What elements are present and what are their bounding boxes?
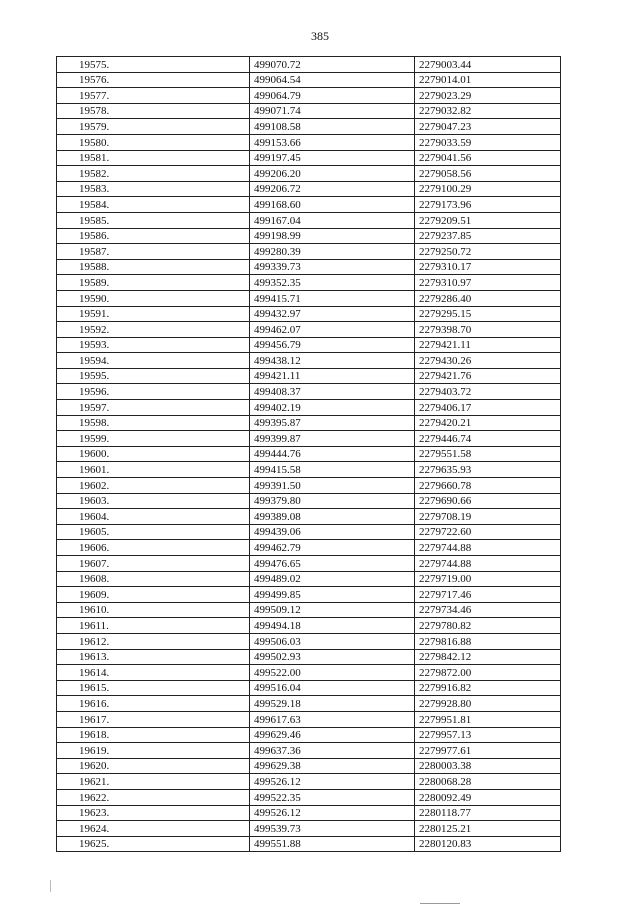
y-coordinate-cell: 2279032.82 bbox=[415, 103, 561, 119]
y-coordinate-cell: 2280118.77 bbox=[415, 805, 561, 821]
point-number-cell: 19586. bbox=[57, 228, 250, 244]
point-number-cell: 19617. bbox=[57, 711, 250, 727]
y-coordinate-cell: 2279033.59 bbox=[415, 134, 561, 150]
table-row bbox=[57, 150, 561, 166]
table-row bbox=[57, 758, 561, 774]
table-row bbox=[57, 290, 561, 306]
x-coordinate-cell: 499456.79 bbox=[250, 337, 415, 353]
x-coordinate-cell: 499071.74 bbox=[250, 103, 415, 119]
point-number-cell: 19611. bbox=[57, 618, 250, 634]
y-coordinate-cell: 2279250.72 bbox=[415, 244, 561, 260]
y-coordinate-cell: 2279403.72 bbox=[415, 384, 561, 400]
x-coordinate-cell: 499509.12 bbox=[250, 602, 415, 618]
y-coordinate-cell: 2279660.78 bbox=[415, 478, 561, 494]
point-number-cell: 19612. bbox=[57, 633, 250, 649]
y-coordinate-cell: 2279058.56 bbox=[415, 166, 561, 182]
x-coordinate-cell: 499108.58 bbox=[250, 119, 415, 135]
point-number-cell: 19593. bbox=[57, 337, 250, 353]
x-coordinate-cell: 499395.87 bbox=[250, 415, 415, 431]
x-coordinate-cell: 499629.38 bbox=[250, 758, 415, 774]
table-row bbox=[57, 711, 561, 727]
point-number-cell: 19589. bbox=[57, 275, 250, 291]
table-row bbox=[57, 166, 561, 182]
table-row bbox=[57, 384, 561, 400]
y-coordinate-cell: 2279286.40 bbox=[415, 290, 561, 306]
table-row bbox=[57, 743, 561, 759]
point-number-cell: 19578. bbox=[57, 103, 250, 119]
x-coordinate-cell: 499168.60 bbox=[250, 197, 415, 213]
table-row bbox=[57, 602, 561, 618]
point-number-cell: 19613. bbox=[57, 649, 250, 665]
y-coordinate-cell: 2279014.01 bbox=[415, 72, 561, 88]
x-coordinate-cell: 499529.18 bbox=[250, 696, 415, 712]
point-number-cell: 19591. bbox=[57, 306, 250, 322]
y-coordinate-cell: 2279003.44 bbox=[415, 57, 561, 73]
point-number-cell: 19582. bbox=[57, 166, 250, 182]
point-number-cell: 19607. bbox=[57, 556, 250, 572]
x-coordinate-cell: 499280.39 bbox=[250, 244, 415, 260]
point-number-cell: 19599. bbox=[57, 431, 250, 447]
x-coordinate-cell: 499408.37 bbox=[250, 384, 415, 400]
point-number-cell: 19579. bbox=[57, 119, 250, 135]
x-coordinate-cell: 499516.04 bbox=[250, 680, 415, 696]
x-coordinate-cell: 499526.12 bbox=[250, 805, 415, 821]
point-number-cell: 19587. bbox=[57, 244, 250, 260]
table-row bbox=[57, 556, 561, 572]
table-row bbox=[57, 571, 561, 587]
x-coordinate-cell: 499339.73 bbox=[250, 259, 415, 275]
point-number-cell: 19577. bbox=[57, 88, 250, 104]
x-coordinate-cell: 499167.04 bbox=[250, 212, 415, 228]
table-row bbox=[57, 696, 561, 712]
x-coordinate-cell: 499462.79 bbox=[250, 540, 415, 556]
x-coordinate-cell: 499198.99 bbox=[250, 228, 415, 244]
x-coordinate-cell: 499637.36 bbox=[250, 743, 415, 759]
x-coordinate-cell: 499506.03 bbox=[250, 633, 415, 649]
point-number-cell: 19609. bbox=[57, 587, 250, 603]
y-coordinate-cell: 2279719.00 bbox=[415, 571, 561, 587]
x-coordinate-cell: 499499.85 bbox=[250, 587, 415, 603]
x-coordinate-cell: 499379.80 bbox=[250, 493, 415, 509]
point-number-cell: 19610. bbox=[57, 602, 250, 618]
x-coordinate-cell: 499489.02 bbox=[250, 571, 415, 587]
point-number-cell: 19615. bbox=[57, 680, 250, 696]
table-row bbox=[57, 727, 561, 743]
y-coordinate-cell: 2279041.56 bbox=[415, 150, 561, 166]
x-coordinate-cell: 499415.58 bbox=[250, 462, 415, 478]
point-number-cell: 19600. bbox=[57, 446, 250, 462]
table-row bbox=[57, 649, 561, 665]
table-row bbox=[57, 181, 561, 197]
x-coordinate-cell: 499551.88 bbox=[250, 836, 415, 852]
y-coordinate-cell: 2279446.74 bbox=[415, 431, 561, 447]
x-coordinate-cell: 499629.46 bbox=[250, 727, 415, 743]
y-coordinate-cell: 2279717.46 bbox=[415, 587, 561, 603]
table-row bbox=[57, 805, 561, 821]
point-number-cell: 19575. bbox=[57, 57, 250, 73]
y-coordinate-cell: 2279023.29 bbox=[415, 88, 561, 104]
y-coordinate-cell: 2279816.88 bbox=[415, 633, 561, 649]
y-coordinate-cell: 2279421.76 bbox=[415, 368, 561, 384]
table-row bbox=[57, 88, 561, 104]
y-coordinate-cell: 2279957.13 bbox=[415, 727, 561, 743]
point-number-cell: 19622. bbox=[57, 789, 250, 805]
table-row bbox=[57, 462, 561, 478]
y-coordinate-cell: 2279722.60 bbox=[415, 524, 561, 540]
point-number-cell: 19625. bbox=[57, 836, 250, 852]
table-row bbox=[57, 665, 561, 681]
coordinates-table-body bbox=[57, 57, 561, 852]
x-coordinate-cell: 499617.63 bbox=[250, 711, 415, 727]
y-coordinate-cell: 2279872.00 bbox=[415, 665, 561, 681]
y-coordinate-cell: 2279398.70 bbox=[415, 322, 561, 338]
x-coordinate-cell: 499206.20 bbox=[250, 166, 415, 182]
table-row bbox=[57, 446, 561, 462]
table-row bbox=[57, 368, 561, 384]
table-row bbox=[57, 431, 561, 447]
y-coordinate-cell: 2279237.85 bbox=[415, 228, 561, 244]
table-row bbox=[57, 197, 561, 213]
x-coordinate-cell: 499444.76 bbox=[250, 446, 415, 462]
x-coordinate-cell: 499526.12 bbox=[250, 774, 415, 790]
point-number-cell: 19590. bbox=[57, 290, 250, 306]
table-row bbox=[57, 540, 561, 556]
y-coordinate-cell: 2279928.80 bbox=[415, 696, 561, 712]
table-row bbox=[57, 353, 561, 369]
y-coordinate-cell: 2280120.83 bbox=[415, 836, 561, 852]
x-coordinate-cell: 499070.72 bbox=[250, 57, 415, 73]
y-coordinate-cell: 2279744.88 bbox=[415, 556, 561, 572]
x-coordinate-cell: 499462.07 bbox=[250, 322, 415, 338]
table-row bbox=[57, 72, 561, 88]
coordinates-table bbox=[56, 56, 561, 852]
table-row bbox=[57, 836, 561, 852]
y-coordinate-cell: 2279842.12 bbox=[415, 649, 561, 665]
table-row bbox=[57, 119, 561, 135]
point-number-cell: 19606. bbox=[57, 540, 250, 556]
point-number-cell: 19605. bbox=[57, 524, 250, 540]
y-coordinate-cell: 2279406.17 bbox=[415, 400, 561, 416]
point-number-cell: 19623. bbox=[57, 805, 250, 821]
table-row bbox=[57, 524, 561, 540]
y-coordinate-cell: 2279047.23 bbox=[415, 119, 561, 135]
point-number-cell: 19595. bbox=[57, 368, 250, 384]
table-row bbox=[57, 509, 561, 525]
x-coordinate-cell: 499197.45 bbox=[250, 150, 415, 166]
point-number-cell: 19581. bbox=[57, 150, 250, 166]
y-coordinate-cell: 2279690.66 bbox=[415, 493, 561, 509]
y-coordinate-cell: 2279421.11 bbox=[415, 337, 561, 353]
x-coordinate-cell: 499522.00 bbox=[250, 665, 415, 681]
table-row bbox=[57, 493, 561, 509]
x-coordinate-cell: 499438.12 bbox=[250, 353, 415, 369]
point-number-cell: 19601. bbox=[57, 462, 250, 478]
point-number-cell: 19618. bbox=[57, 727, 250, 743]
x-coordinate-cell: 499391.50 bbox=[250, 478, 415, 494]
x-coordinate-cell: 499476.65 bbox=[250, 556, 415, 572]
y-coordinate-cell: 2279916.82 bbox=[415, 680, 561, 696]
y-coordinate-cell: 2279420.21 bbox=[415, 415, 561, 431]
y-coordinate-cell: 2279310.97 bbox=[415, 275, 561, 291]
x-coordinate-cell: 499494.18 bbox=[250, 618, 415, 634]
point-number-cell: 19584. bbox=[57, 197, 250, 213]
y-coordinate-cell: 2279744.88 bbox=[415, 540, 561, 556]
point-number-cell: 19603. bbox=[57, 493, 250, 509]
y-coordinate-cell: 2280125.21 bbox=[415, 821, 561, 837]
point-number-cell: 19624. bbox=[57, 821, 250, 837]
point-number-cell: 19604. bbox=[57, 509, 250, 525]
point-number-cell: 19598. bbox=[57, 415, 250, 431]
table-row bbox=[57, 228, 561, 244]
point-number-cell: 19620. bbox=[57, 758, 250, 774]
table-row bbox=[57, 103, 561, 119]
point-number-cell: 19602. bbox=[57, 478, 250, 494]
point-number-cell: 19596. bbox=[57, 384, 250, 400]
point-number-cell: 19619. bbox=[57, 743, 250, 759]
table-row bbox=[57, 400, 561, 416]
table-row bbox=[57, 212, 561, 228]
y-coordinate-cell: 2279977.61 bbox=[415, 743, 561, 759]
y-coordinate-cell: 2279209.51 bbox=[415, 212, 561, 228]
y-coordinate-cell: 2279100.29 bbox=[415, 181, 561, 197]
x-coordinate-cell: 499389.08 bbox=[250, 509, 415, 525]
point-number-cell: 19576. bbox=[57, 72, 250, 88]
point-number-cell: 19594. bbox=[57, 353, 250, 369]
page-number: 385 bbox=[311, 29, 329, 43]
table-row bbox=[57, 774, 561, 790]
point-number-cell: 19621. bbox=[57, 774, 250, 790]
y-coordinate-cell: 2280092.49 bbox=[415, 789, 561, 805]
y-coordinate-cell: 2279173.96 bbox=[415, 197, 561, 213]
y-coordinate-cell: 2279734.46 bbox=[415, 602, 561, 618]
x-coordinate-cell: 499064.54 bbox=[250, 72, 415, 88]
point-number-cell: 19583. bbox=[57, 181, 250, 197]
table-row bbox=[57, 633, 561, 649]
table-row bbox=[57, 134, 561, 150]
y-coordinate-cell: 2279708.19 bbox=[415, 509, 561, 525]
y-coordinate-cell: 2279780.82 bbox=[415, 618, 561, 634]
x-coordinate-cell: 499522.35 bbox=[250, 789, 415, 805]
point-number-cell: 19585. bbox=[57, 212, 250, 228]
y-coordinate-cell: 2279430.26 bbox=[415, 353, 561, 369]
table-row bbox=[57, 306, 561, 322]
y-coordinate-cell: 2279295.15 bbox=[415, 306, 561, 322]
x-coordinate-cell: 499064.79 bbox=[250, 88, 415, 104]
y-coordinate-cell: 2280068.28 bbox=[415, 774, 561, 790]
point-number-cell: 19614. bbox=[57, 665, 250, 681]
x-coordinate-cell: 499539.73 bbox=[250, 821, 415, 837]
table-row bbox=[57, 57, 561, 73]
table-row bbox=[57, 587, 561, 603]
table-row bbox=[57, 244, 561, 260]
bottom-scan-mark bbox=[420, 903, 460, 904]
point-number-cell: 19588. bbox=[57, 259, 250, 275]
table-row bbox=[57, 415, 561, 431]
table-row bbox=[57, 789, 561, 805]
table-row bbox=[57, 478, 561, 494]
table-row bbox=[57, 680, 561, 696]
table-row bbox=[57, 322, 561, 338]
y-coordinate-cell: 2279635.93 bbox=[415, 462, 561, 478]
table-row bbox=[57, 618, 561, 634]
x-coordinate-cell: 499399.87 bbox=[250, 431, 415, 447]
x-coordinate-cell: 499502.93 bbox=[250, 649, 415, 665]
table-row bbox=[57, 259, 561, 275]
x-coordinate-cell: 499153.66 bbox=[250, 134, 415, 150]
point-number-cell: 19580. bbox=[57, 134, 250, 150]
y-coordinate-cell: 2280003.38 bbox=[415, 758, 561, 774]
x-coordinate-cell: 499439.06 bbox=[250, 524, 415, 540]
table-row bbox=[57, 337, 561, 353]
y-coordinate-cell: 2279951.81 bbox=[415, 711, 561, 727]
table-row bbox=[57, 275, 561, 291]
y-coordinate-cell: 2279310.17 bbox=[415, 259, 561, 275]
margin-mark bbox=[50, 880, 51, 892]
x-coordinate-cell: 499421.11 bbox=[250, 368, 415, 384]
y-coordinate-cell: 2279551.58 bbox=[415, 446, 561, 462]
point-number-cell: 19608. bbox=[57, 571, 250, 587]
x-coordinate-cell: 499402.19 bbox=[250, 400, 415, 416]
point-number-cell: 19592. bbox=[57, 322, 250, 338]
x-coordinate-cell: 499206.72 bbox=[250, 181, 415, 197]
point-number-cell: 19597. bbox=[57, 400, 250, 416]
x-coordinate-cell: 499432.97 bbox=[250, 306, 415, 322]
point-number-cell: 19616. bbox=[57, 696, 250, 712]
x-coordinate-cell: 499352.35 bbox=[250, 275, 415, 291]
x-coordinate-cell: 499415.71 bbox=[250, 290, 415, 306]
table-row bbox=[57, 821, 561, 837]
